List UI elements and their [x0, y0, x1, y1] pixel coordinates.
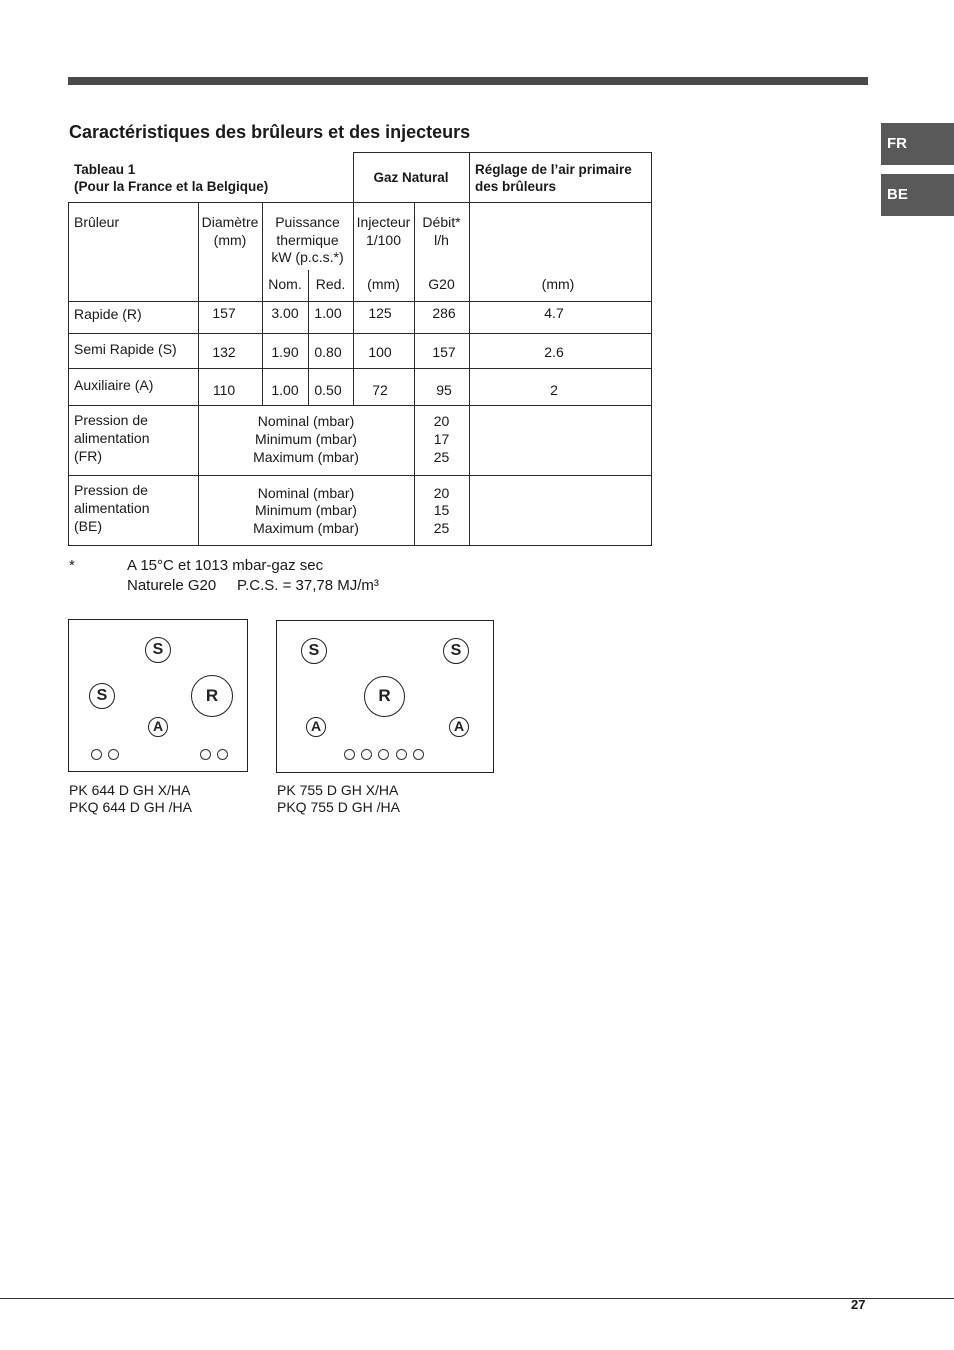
top-rule — [68, 77, 868, 85]
row-red: 1.00 — [314, 305, 342, 321]
col-power-line2: thermique — [276, 232, 339, 248]
row-injector: 125 — [368, 305, 392, 321]
pressure-label: Pression de — [74, 482, 148, 498]
hob-diagram-5-burner — [276, 620, 494, 773]
model-name: PK 755 D GH X/HA — [277, 782, 399, 798]
table-line — [68, 368, 652, 369]
gas-type-header: Gaz Natural — [373, 170, 449, 185]
pressure-label: Pression de — [74, 412, 148, 428]
model-name: PKQ 644 D GH /HA — [69, 799, 192, 815]
knob-icon — [108, 749, 119, 760]
knob-icon — [91, 749, 102, 760]
burner-rapid: R — [364, 676, 405, 717]
table-title: Tableau 1 — [74, 162, 136, 177]
pressure-label: (BE) — [74, 518, 102, 534]
col-flow-unit: l/h — [434, 232, 449, 248]
col-diameter-unit: (mm) — [213, 232, 247, 248]
pressure-value: 17 — [433, 431, 450, 447]
row-flow: 95 — [436, 382, 452, 398]
col-burner: Brûleur — [74, 214, 120, 230]
row-nom: 1.90 — [271, 344, 299, 360]
pressure-value: 15 — [433, 502, 450, 518]
air-header-line2: des brûleurs — [475, 179, 557, 194]
burner-table — [68, 152, 652, 547]
burner-auxiliary: A — [449, 717, 469, 737]
burner-auxiliary: A — [306, 717, 326, 737]
col-power-unit: kW (p.c.s.*) — [271, 249, 344, 265]
row-diameter: 157 — [212, 305, 236, 321]
col-air-unit: (mm) — [541, 276, 575, 292]
pressure-kind: Nominal (mbar) — [257, 485, 355, 501]
lang-tab-fr: FR — [881, 123, 954, 165]
hob-diagram-4-burner — [68, 619, 248, 772]
table-line — [68, 202, 69, 546]
footnote-mark: * — [69, 557, 75, 574]
model-name: PKQ 755 D GH /HA — [277, 799, 400, 815]
row-nom: 3.00 — [271, 305, 299, 321]
bottom-rule — [0, 1298, 954, 1299]
pressure-kind: Nominal (mbar) — [257, 413, 355, 429]
model-name: PK 644 D GH X/HA — [69, 782, 191, 798]
col-injector-line2: 1/100 — [365, 232, 402, 248]
col-flow-gas: G20 — [428, 276, 455, 292]
burner-semi-rapid: S — [89, 683, 115, 709]
pressure-value: 25 — [433, 449, 450, 465]
col-power: Puissance — [275, 214, 340, 230]
row-nom: 1.00 — [271, 382, 299, 398]
row-injector: 100 — [368, 344, 392, 360]
table-line — [68, 545, 652, 546]
footnote-line1: A 15°C et 1013 mbar-gaz sec — [127, 557, 324, 574]
table-subtitle: (Pour la France et la Belgique) — [74, 179, 269, 194]
col-diameter: Diamètre — [201, 214, 259, 230]
knob-icon — [396, 749, 407, 760]
table-line — [68, 475, 652, 476]
row-flow: 157 — [432, 344, 456, 360]
row-diameter: 132 — [212, 344, 236, 360]
pressure-value: 20 — [433, 485, 450, 501]
col-nom: Nom. — [268, 276, 302, 292]
row-injector: 72 — [372, 382, 388, 398]
page-number: 27 — [851, 1297, 866, 1312]
row-air: 2 — [550, 382, 558, 398]
air-header-line1: Réglage de l’air primaire — [475, 162, 632, 177]
burner-auxiliary: A — [148, 717, 168, 737]
row-red: 0.50 — [314, 382, 342, 398]
row-burner-name: Semi Rapide (S) — [74, 341, 177, 357]
row-air: 2.6 — [544, 344, 564, 360]
table-line — [651, 152, 652, 546]
burner-semi-rapid: S — [301, 638, 327, 664]
knob-icon — [361, 749, 372, 760]
footnote-line2: Naturele G20 P.C.S. = 37,78 MJ/m³ — [127, 577, 379, 594]
pressure-kind: Maximum (mbar) — [253, 520, 359, 536]
table-line — [68, 405, 652, 406]
knob-icon — [378, 749, 389, 760]
table-line — [68, 333, 652, 334]
col-flow: Débit* — [422, 214, 461, 230]
pressure-kind: Maximum (mbar) — [253, 449, 359, 465]
row-diameter: 110 — [212, 382, 236, 398]
burner-semi-rapid: S — [443, 638, 469, 664]
table-line — [68, 301, 652, 302]
pressure-value: 20 — [433, 413, 450, 429]
pressure-label: alimentation — [74, 500, 150, 516]
pressure-value: 25 — [433, 520, 450, 536]
knob-icon — [217, 749, 228, 760]
col-injector-unit: (mm) — [367, 276, 400, 292]
table-line — [353, 152, 652, 153]
col-red: Red. — [315, 276, 346, 292]
table-line — [68, 202, 652, 203]
row-flow: 286 — [432, 305, 456, 321]
knob-icon — [344, 749, 355, 760]
knob-icon — [413, 749, 424, 760]
burner-semi-rapid: S — [145, 637, 171, 663]
row-red: 0.80 — [314, 344, 342, 360]
knob-icon — [200, 749, 211, 760]
row-burner-name: Rapide (R) — [74, 306, 142, 322]
row-air: 4.7 — [544, 305, 564, 321]
lang-tab-be: BE — [881, 174, 954, 216]
page-heading: Caractéristiques des brûleurs et des injecteurs — [69, 122, 471, 142]
row-burner-name: Auxiliaire (A) — [74, 377, 154, 393]
pressure-label: (FR) — [74, 448, 102, 464]
pressure-kind: Minimum (mbar) — [255, 502, 357, 518]
col-injector: Injecteur — [356, 214, 411, 230]
burner-rapid: R — [191, 675, 233, 717]
pressure-kind: Minimum (mbar) — [255, 431, 357, 447]
pressure-label: alimentation — [74, 430, 150, 446]
